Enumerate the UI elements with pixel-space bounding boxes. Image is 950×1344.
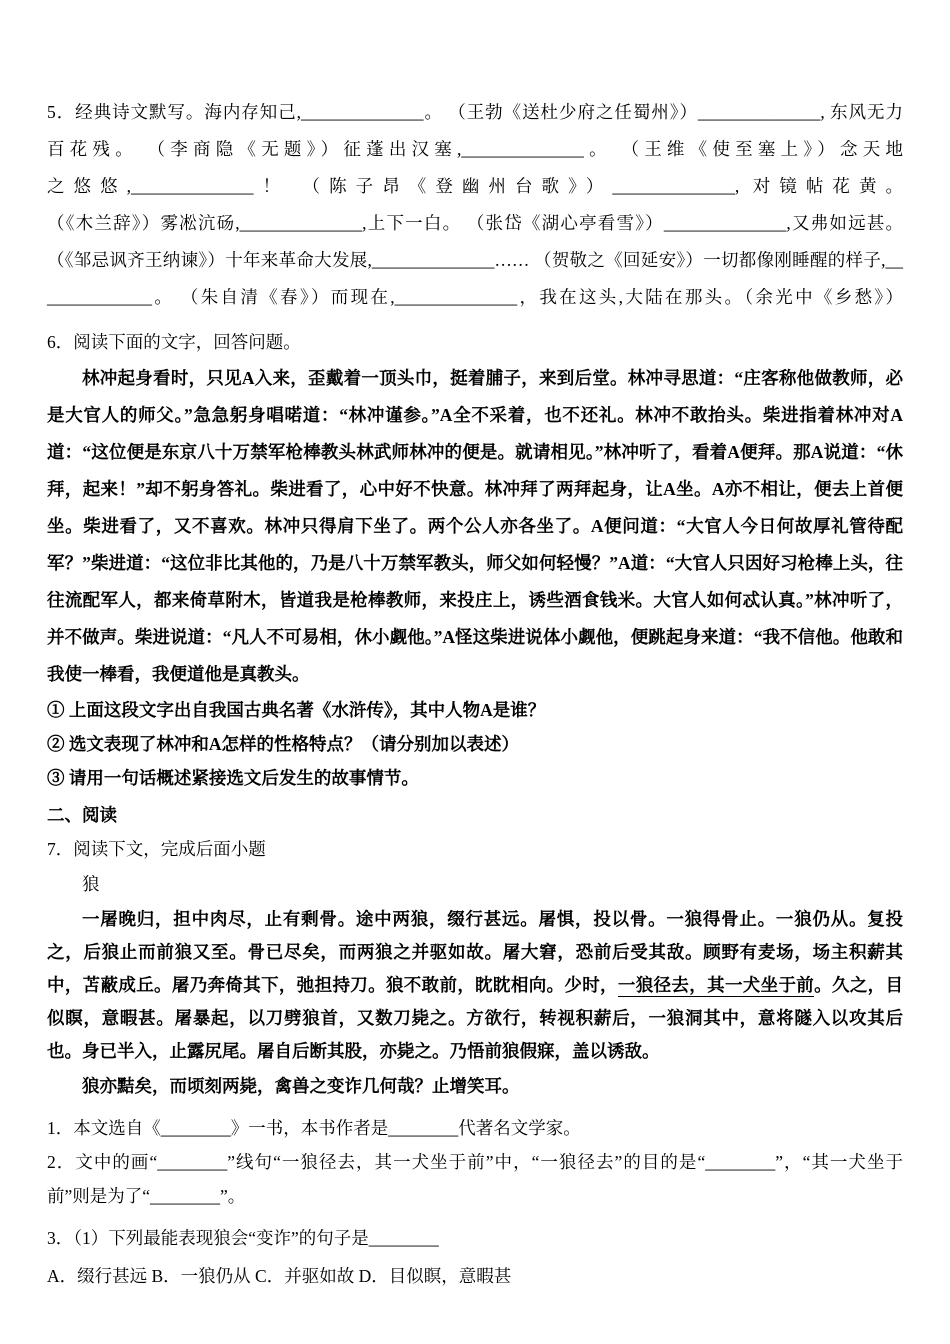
q7-underlined-phrase: 一狼径去，其一犬坐于前: [617, 975, 815, 995]
q7-passage-title: 狼: [82, 874, 100, 894]
q6-passage: 林冲起身看时，只见A入来，歪戴着一顶头巾，挺着脯子，来到后堂。林冲寻思道：“庄客称他做教师，必是大官人的师父。”急急躬身唱喏道：“林冲谨参。”A全不采着，也不还礼。林冲不敢抬头。柴进指着林冲对A道：“这位便是东京八十万禁军枪棒教头林武师林冲的便是。就请相见。”林冲听了，看着A便拜。那A说道：“休拜，起来！”却不躬身答礼。柴进看了，心中好不快意。林冲拜了两拜起身，让A坐。A亦不相让，便去上首便坐。柴进看了，又不喜欢。林冲只得肩下坐了。两个公人亦各坐了。A便问道：“大官人今日何故厚礼管待配军？”柴进道：“这位非比其他的，乃是八十万禁军教头，师父如何轻慢？”A道：“大官人只因好习枪棒上头，往往流配军人，都来倚草附木，皆道我是枪棒教师，来投庄上，诱些酒食钱米。大官人如何忒认真。”林冲听了，并不做声。柴进说道：“凡人不可易相，休小觑他。”A怪这柴进说体小觑他，便跳起身来道：“我不信他。他敢和我使一棒看，我便道他是真教头。: [47, 368, 903, 684]
q6-subquestion-1: ① 上面这段文字出自我国古典名著《水浒传》，其中人物A是谁？: [47, 700, 546, 720]
q7-passage-text-after: 。久之，目似瞑，意暇甚。屠暴起，以刀劈狼首，又数刀毙之。方欲行，转视积薪后，一狼洞其中，意将隧入以攻其后也。身已半入，止露尻尾。屠自后断其股，亦毙之。乃悟前狼假寐，盖以诱敌。: [47, 975, 904, 1061]
q7-passage-text-before: 一屠晚归，担中肉尽，止有剩骨。途中两狼，缀行甚远。屠惧，投以骨。一狼得骨止。一狼仍从。复投之，后狼止而前狼又至。骨已尽矣，而两狼之并驱如故。屠大窘，恐前后受其敌。顾野有麦场，场主积薪其中，苫蔽成丘。屠乃奔倚其下，弛担持刀。狼不敢前，眈眈相向。少时，: [47, 909, 903, 995]
section-2-heading: 二、阅读: [47, 805, 117, 825]
q7-subquestion-3: 3．（1）下列最能表现狼会“变诈”的句子是________: [47, 1228, 439, 1248]
q7-passage-paragraph-2: 狼亦黠矣，而顷刻两毙，禽兽之变诈几何哉？止增笑耳。: [82, 1076, 520, 1096]
q5-line-1: 5．经典诗文默写。海内存知己,______________。 （王勃《送杜少府之任蜀州》）______________, 东风无力: [47, 102, 903, 122]
q5-line-6: ____________。 （朱自清《春》）而现在,______________，我在这头,大陆在那头。（余光中《乡愁》）: [47, 287, 903, 307]
q7-options: A．缀行甚远 B．一狼仍从 C．并驱如故 D．目似瞑，意暇甚: [47, 1266, 512, 1286]
q7-subquestion-2: 2．文中的画“________”线句“一狼径去，其一犬坐于前”中，“一狼径去”的目的是“________”，“其一犬坐于前”则是为了“________”。: [47, 1152, 903, 1206]
q7-passage-paragraph-1: [47, 903, 903, 1068]
q5-line-5: （《邹忌讽齐王纳谏》）十年来革命大发展,______________…… （贺敬之《回延安》）一切都像刚睡醒的样子,__: [47, 250, 903, 270]
q6-subquestion-3: ③ 请用一句话概述紧接选文后发生的故事情节。: [47, 768, 419, 788]
question-6: [47, 324, 903, 795]
q5-line-3: 之悠悠,______________！ （陈子昂《登幽州台歌》）______________, 对镜帖花黄。: [47, 176, 903, 196]
q6-subquestion-2: ② 选文表现了林冲和A怎样的性格特点？（请分别加以表述）: [47, 734, 520, 754]
q7-subquestion-1: 1．本文选自《________》一书，本书作者是________代著名文学家。: [47, 1118, 581, 1138]
question-7: [47, 833, 903, 1293]
q5-line-2: 百花残。 （李商隐《无题》）征蓬出汉塞,______________。 （王维《使至塞上》）念天地: [47, 139, 903, 159]
q7-intro: 7．阅读下文，完成后面小题: [47, 839, 266, 859]
q5-line-4: （《木兰辞》）雾凇沆砀,______________,上下一白。 （张岱《湖心亭看雪》）______________,又弗如远甚。: [47, 213, 903, 233]
question-5-dictation: [47, 94, 903, 316]
q6-intro: 6．阅读下面的文字，回答问题。: [47, 332, 301, 352]
